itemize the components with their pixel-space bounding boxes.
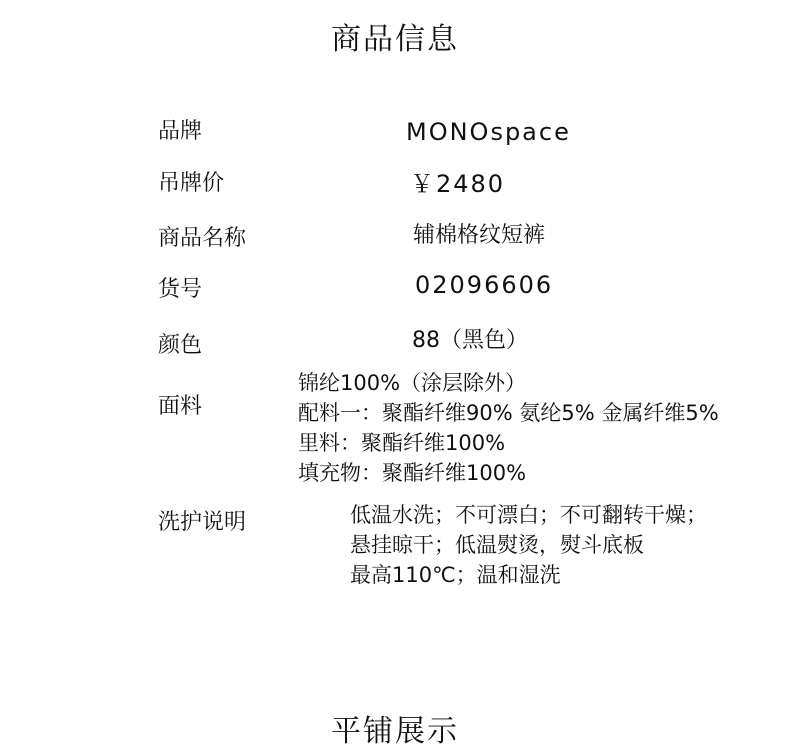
item-no-value: 02096606 [415, 271, 554, 299]
fabric-label: 面料 [158, 394, 203, 419]
care-line: 悬挂晾干；低温熨烫，熨斗底板 [350, 533, 644, 557]
brand-label: 品牌 [158, 119, 203, 144]
product-name-label: 商品名称 [158, 226, 247, 251]
tag-price-value: ￥2480 [410, 170, 506, 198]
color-label: 颜色 [158, 333, 203, 358]
brand-value: MONOspace [406, 118, 571, 146]
fabric-line: 锦纶100%（涂层除外） [298, 371, 527, 395]
fabric-line: 填充物：聚酯纤维100% [298, 461, 527, 485]
item-no-label: 货号 [158, 277, 203, 302]
care-line: 低温水洗；不可漂白；不可翻转干燥； [350, 503, 707, 527]
fabric-line: 里料：聚酯纤维100% [298, 431, 506, 455]
fabric-line: 配料一：聚酯纤维90% 氨纶5% 金属纤维5% [298, 401, 719, 425]
color-value: 88（黑色） [412, 328, 528, 353]
fabric-list [298, 368, 719, 488]
product-info-title: 商品信息 [331, 22, 459, 57]
tag-price-label: 吊牌价 [158, 171, 225, 196]
product-name-value: 辅棉格纹短裤 [413, 223, 546, 248]
care-label: 洗护说明 [158, 510, 247, 535]
care-line: 最高110℃；温和湿洗 [350, 563, 561, 587]
care-list [350, 500, 707, 590]
flat-display-title: 平铺展示 [331, 714, 459, 749]
